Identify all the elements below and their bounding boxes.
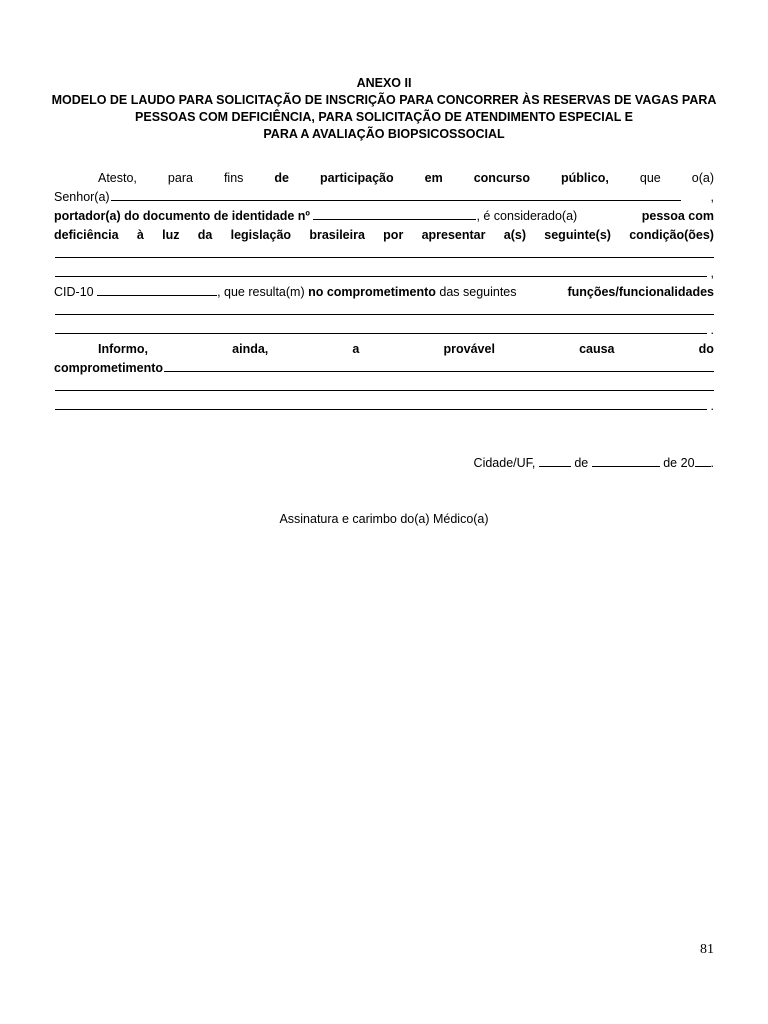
signature-label: Assinatura e carimbo do(a) Médico(a) <box>279 512 489 526</box>
name-field[interactable] <box>111 188 681 201</box>
month-field[interactable] <box>592 454 660 467</box>
identity-line <box>54 207 714 226</box>
document-heading <box>40 75 728 143</box>
word: por <box>383 228 404 242</box>
word: seguinte(s) <box>544 228 611 242</box>
das-seguintes-text: das seguintes <box>439 285 517 299</box>
title-line-2: PESSOAS COM DEFICIÊNCIA, PARA SOLICITAÇÃO DE ATENDIMENTO ESPECIAL E <box>135 110 633 124</box>
annex-title: ANEXO II <box>356 76 412 90</box>
word: do <box>698 342 714 356</box>
word: para <box>167 171 193 185</box>
pessoa-com-text: pessoa com <box>641 209 714 223</box>
year-prefix: de 20 <box>663 456 695 470</box>
attest-line <box>98 169 714 188</box>
word: o(a) <box>691 171 714 185</box>
word: participação <box>320 171 394 185</box>
cid-group <box>54 283 517 302</box>
city-label: Cidade/UF, <box>473 456 536 470</box>
period: . <box>710 456 714 470</box>
no-comprometimento-text: no comprometimento <box>308 285 436 299</box>
word: Atesto, <box>98 171 137 185</box>
cause-line-3 <box>54 397 714 416</box>
cid-field[interactable] <box>97 283 217 296</box>
comprometimento-label: comprometimento <box>54 361 164 375</box>
de-label: de <box>574 456 589 470</box>
cause-line-2 <box>54 378 714 397</box>
cid-line <box>54 283 714 302</box>
word: deficiência <box>54 228 119 242</box>
identity-group <box>54 207 577 226</box>
word: condição(ões) <box>629 228 714 242</box>
condition-line-2 <box>54 264 714 283</box>
word: que <box>639 171 661 185</box>
identity-number-field[interactable] <box>313 207 476 220</box>
word: apresentar <box>421 228 486 242</box>
cause-line <box>54 359 714 378</box>
title-line-3: PARA A AVALIAÇÃO BIOPSICOSSOCIAL <box>263 127 505 141</box>
functions-field-2[interactable] <box>55 321 707 334</box>
funcoes-text: funções/funcionalidades <box>567 285 714 299</box>
cause-field-1[interactable] <box>164 359 714 372</box>
word: luz <box>162 228 180 242</box>
word: Informo, <box>98 342 148 356</box>
cause-field-2[interactable] <box>55 378 714 391</box>
inform-line <box>98 340 714 359</box>
condition-field-2[interactable] <box>55 264 707 277</box>
functions-line-1 <box>54 302 714 321</box>
comma: , <box>710 190 714 204</box>
condition-field-1[interactable] <box>55 245 714 258</box>
word: a(s) <box>503 228 527 242</box>
functions-field-1[interactable] <box>55 302 714 315</box>
cause-field-3[interactable] <box>55 397 707 410</box>
word: provável <box>443 342 495 356</box>
word: de <box>274 171 289 185</box>
title-line-1: MODELO DE LAUDO PARA SOLICITAÇÃO DE INSCRIÇÃO PARA CONCORRER ÀS RESERVAS DE VAGAS PARA <box>51 93 717 107</box>
word: a <box>352 342 360 356</box>
word: público, <box>560 171 609 185</box>
word: fins <box>223 171 244 185</box>
senhor-line <box>54 188 714 207</box>
page-number: 81 <box>700 942 714 957</box>
word: causa <box>579 342 615 356</box>
cid-label: CID-10 <box>54 285 94 299</box>
word: da <box>197 228 213 242</box>
word: ainda, <box>232 342 269 356</box>
year-field[interactable] <box>695 454 711 467</box>
period: . <box>710 323 714 337</box>
word: em <box>424 171 443 185</box>
resulta-text: , que resulta(m) <box>217 285 305 299</box>
word: à <box>136 228 144 242</box>
word: brasileira <box>309 228 365 242</box>
portador-label: portador(a) do documento de identidade nº <box>54 209 310 223</box>
period: . <box>710 399 714 413</box>
senhor-label: Senhor(a) <box>54 190 110 204</box>
word: legislação <box>230 228 292 242</box>
deficiency-line <box>54 226 714 245</box>
comma: , <box>710 266 714 280</box>
functions-line-2 <box>54 321 714 340</box>
condition-line-1 <box>54 245 714 264</box>
considerado-text: , é considerado(a) <box>476 209 578 223</box>
certificate-body <box>54 169 714 416</box>
word: concurso <box>473 171 530 185</box>
day-field[interactable] <box>539 454 571 467</box>
city-date-line <box>474 454 714 472</box>
